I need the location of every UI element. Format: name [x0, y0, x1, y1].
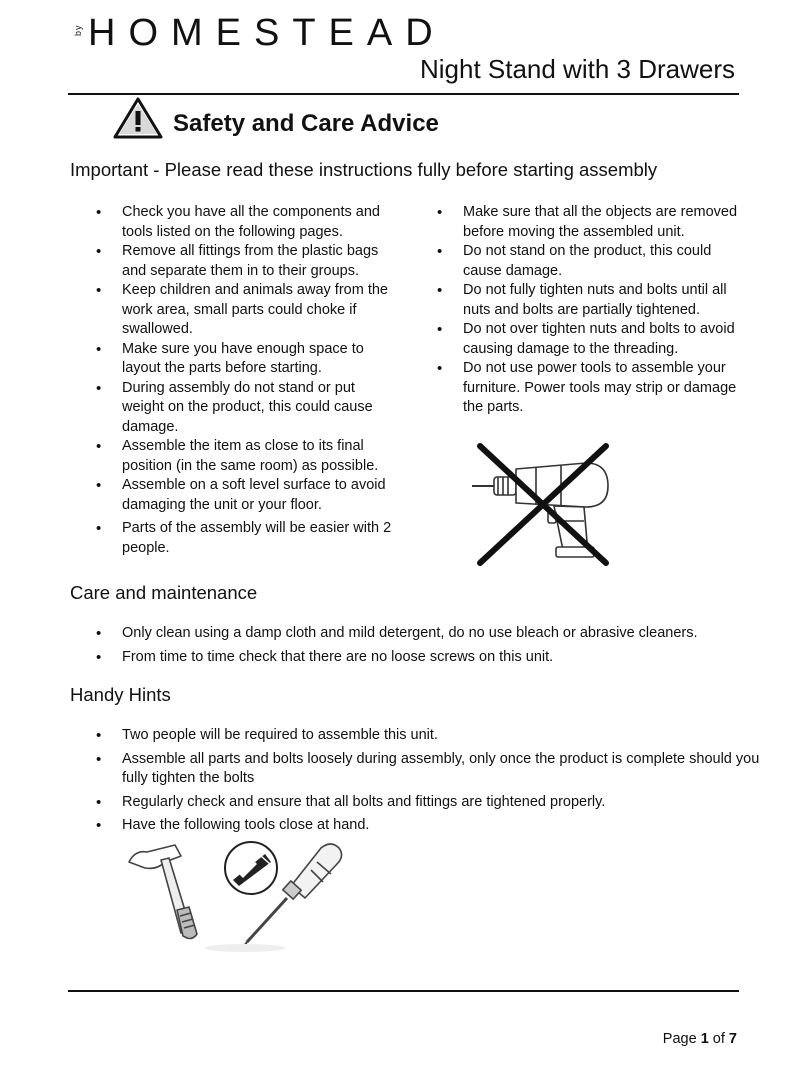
list-item: • Parts of the assembly will be easier with 2 people. — [96, 520, 392, 556]
important-notice: Important - Please read these instructions fully before starting assembly — [70, 159, 658, 180]
care-list — [96, 624, 762, 671]
list-item: • Regularly check and ensure that all bolts and fittings are tightened properly. — [96, 793, 606, 811]
document-title: Night Stand with 3 Drawers — [419, 54, 735, 84]
list-item: • Do not over tighten nuts and bolts to avoid causing damage to the threading. — [437, 321, 735, 357]
list-item: • Remove all fittings from the plastic bags and separate them in to their groups. — [96, 243, 379, 279]
footer-divider — [68, 990, 739, 992]
no-power-drill-icon — [466, 441, 616, 566]
list-item: • Two people will be required to assemble this unit. — [96, 727, 438, 744]
list-item: • Have the following tools close at hand. — [96, 817, 370, 834]
safety-list-right — [437, 203, 748, 418]
list-item: • Only clean using a damp cloth and mild detergent, do no use bleach or abrasive cleaners. — [96, 625, 698, 642]
list-item: • Assemble on a soft level surface to avoid damaging the unit or your floor. — [96, 477, 386, 513]
safety-title: Safety and Care Advice — [173, 110, 439, 137]
header-divider — [68, 93, 739, 95]
warning-icon — [112, 96, 164, 140]
safety-list-left — [96, 203, 397, 558]
brand-prefix: by — [73, 24, 83, 36]
hints-heading: Handy Hints — [70, 684, 171, 705]
list-item: • Assemble the item as close to its final position (in the same room) as possible. — [96, 438, 379, 474]
list-item: • Do not use power tools to assemble your furniture. Power tools may strip or damage the parts. — [437, 360, 737, 415]
hammer-icon — [129, 845, 197, 939]
brand-logo: HOMESTEAD — [88, 12, 446, 54]
list-item: • From time to time check that there are no loose screws on this unit. — [96, 648, 554, 666]
list-item: • Make sure you have enough space to layout the parts before starting. — [96, 340, 364, 376]
list-item: • Keep children and animals away from the work area, small parts could choke if swallowed. — [96, 282, 388, 337]
tools-illustration — [125, 840, 365, 955]
page-number: Page 1 of 7 — [662, 1031, 737, 1047]
hints-list — [96, 726, 762, 840]
list-item: • During assembly do not stand or put weight on the product, this could cause damage. — [96, 379, 373, 435]
list-item: • Do not fully tighten nuts and bolts until all nuts and bolts are partially tightened. — [437, 282, 727, 318]
list-item: • Assemble all parts and bolts loosely during assembly, only once the product is complete should you fully tighten the bolts — [96, 750, 760, 786]
list-item: • Check you have all the components and tools listed on the following pages. — [96, 204, 380, 240]
care-heading: Care and maintenance — [70, 582, 258, 603]
screwdriver-tip-icon — [225, 842, 277, 894]
list-item: • Make sure that all the objects are removed before moving the assembled unit. — [437, 204, 738, 240]
list-item: • Do not stand on the product, this could cause damage. — [437, 243, 712, 279]
